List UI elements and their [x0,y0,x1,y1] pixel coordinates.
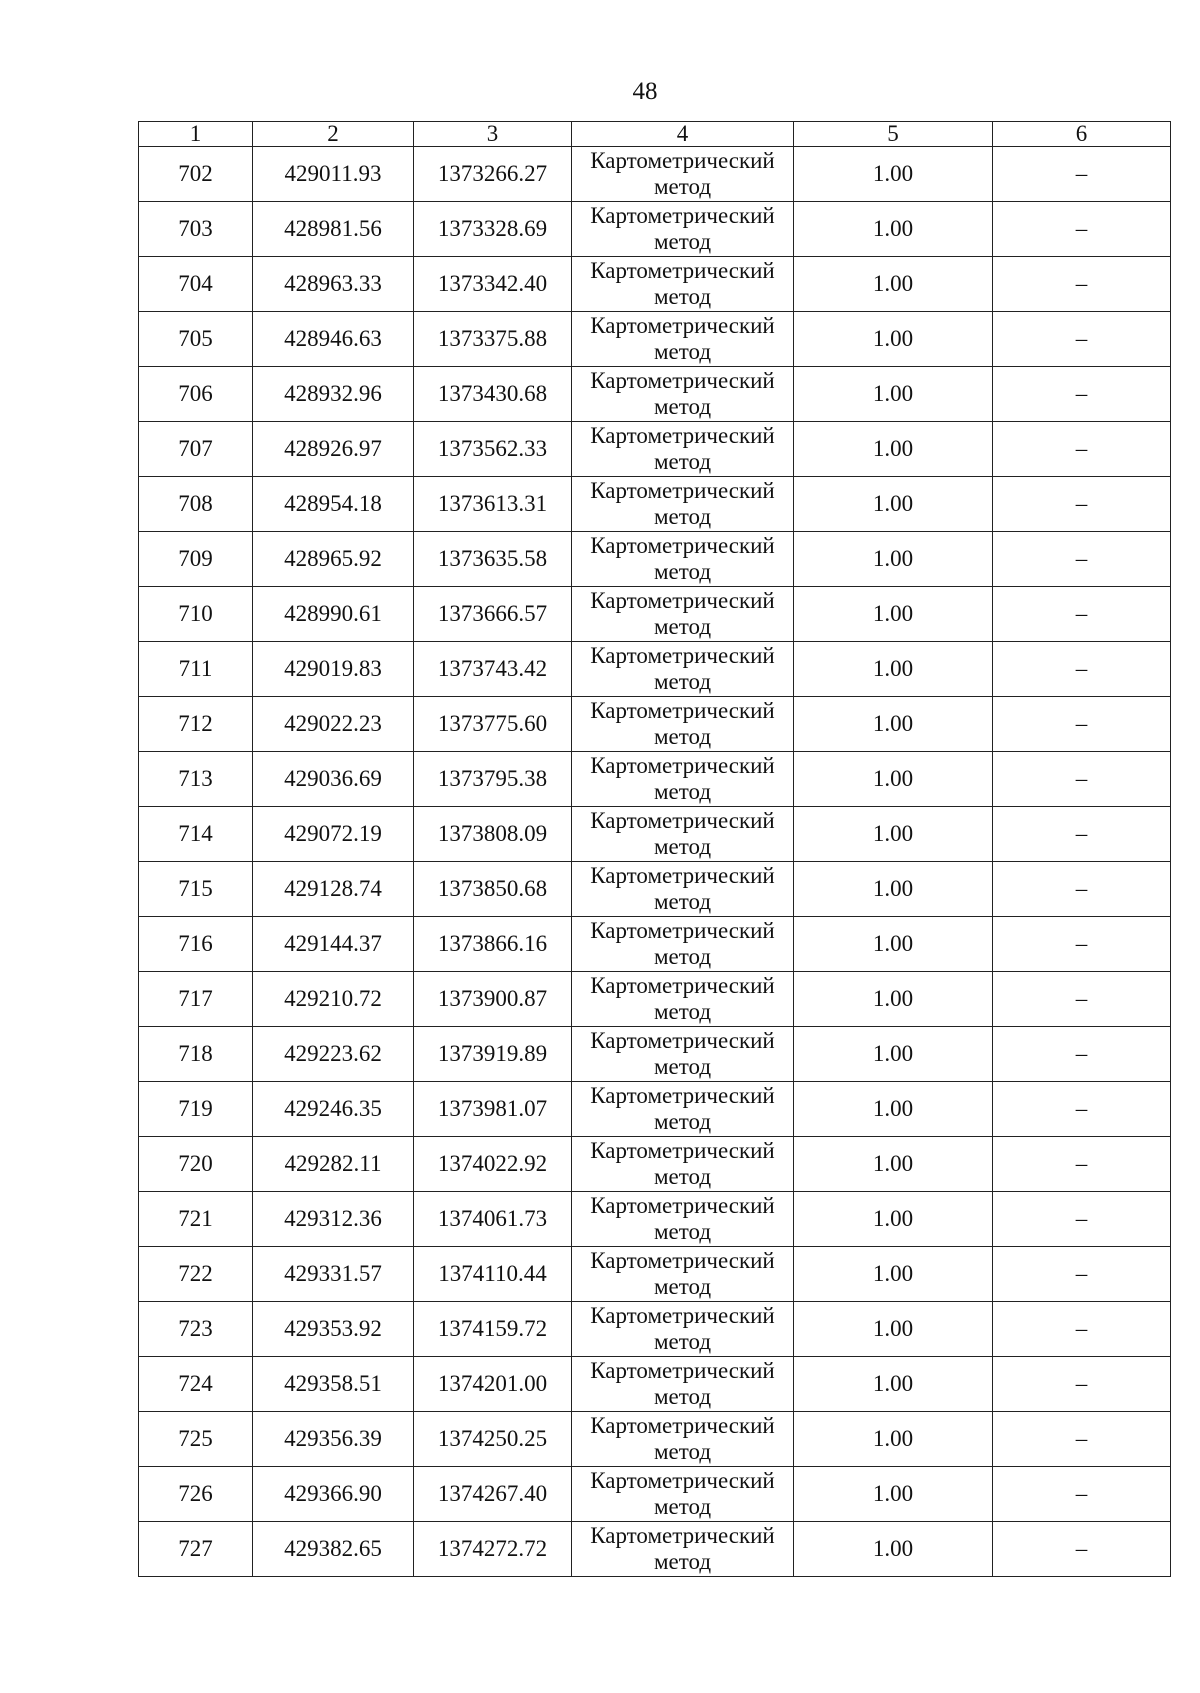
point-number-cell: 707 [139,422,253,477]
accuracy-cell: 1.00 [794,1082,993,1137]
method-line2: метод [653,834,712,859]
column-header: 3 [414,122,572,147]
y-coordinate-cell: 1373613.31 [414,477,572,532]
note-cell: – [993,587,1171,642]
y-coordinate-cell: 1374267.40 [414,1467,572,1522]
method-cell [572,1467,794,1522]
method-line1: Картометрический [590,698,775,723]
note-cell: – [993,477,1171,532]
method-line1: Картометрический [590,753,775,778]
point-number-cell: 711 [139,642,253,697]
accuracy-cell: 1.00 [794,1247,993,1302]
method-line1: Картометрический [590,478,775,503]
table-row [139,697,1171,752]
x-coordinate-cell: 428981.56 [253,202,414,257]
note-cell: – [993,807,1171,862]
column-header: 6 [993,122,1171,147]
table-row [139,477,1171,532]
method-cell [572,862,794,917]
method-cell [572,1412,794,1467]
x-coordinate-cell: 428954.18 [253,477,414,532]
x-coordinate-cell: 429144.37 [253,917,414,972]
accuracy-cell: 1.00 [794,862,993,917]
method-line2: метод [653,944,712,969]
point-number-cell: 702 [139,147,253,202]
method-cell [572,477,794,532]
table-row [139,1467,1171,1522]
method-line1: Картометрический [590,643,775,668]
method-line1: Картометрический [590,1193,775,1218]
accuracy-cell: 1.00 [794,752,993,807]
accuracy-cell: 1.00 [794,972,993,1027]
x-coordinate-cell: 429382.65 [253,1522,414,1577]
accuracy-cell: 1.00 [794,147,993,202]
method-line1: Картометрический [590,1358,775,1383]
method-cell [572,587,794,642]
method-line2: метод [653,614,712,639]
point-number-cell: 723 [139,1302,253,1357]
header-row [139,122,1171,147]
y-coordinate-cell: 1373866.16 [414,917,572,972]
table-body [139,147,1171,1577]
point-number-cell: 712 [139,697,253,752]
method-line1: Картометрический [590,973,775,998]
accuracy-cell: 1.00 [794,312,993,367]
note-cell: – [993,532,1171,587]
method-line1: Картометрический [590,1083,775,1108]
point-number-cell: 713 [139,752,253,807]
table-row [139,1192,1171,1247]
x-coordinate-cell: 429353.92 [253,1302,414,1357]
table-row [139,1412,1171,1467]
method-line2: метод [653,1164,712,1189]
point-number-cell: 717 [139,972,253,1027]
point-number-cell: 708 [139,477,253,532]
y-coordinate-cell: 1374159.72 [414,1302,572,1357]
method-line2: метод [653,1274,712,1299]
x-coordinate-cell: 429036.69 [253,752,414,807]
method-line2: метод [653,1054,712,1079]
point-number-cell: 710 [139,587,253,642]
method-line1: Картометрический [590,313,775,338]
y-coordinate-cell: 1373775.60 [414,697,572,752]
x-coordinate-cell: 428932.96 [253,367,414,422]
table-row [139,1137,1171,1192]
accuracy-cell: 1.00 [794,367,993,422]
y-coordinate-cell: 1373808.09 [414,807,572,862]
y-coordinate-cell: 1374250.25 [414,1412,572,1467]
table-row [139,367,1171,422]
note-cell: – [993,367,1171,422]
note-cell: – [993,1027,1171,1082]
note-cell: – [993,147,1171,202]
method-cell [572,1247,794,1302]
column-header: 5 [794,122,993,147]
y-coordinate-cell: 1374061.73 [414,1192,572,1247]
method-cell [572,917,794,972]
table-row [139,202,1171,257]
y-coordinate-cell: 1374272.72 [414,1522,572,1577]
method-cell [572,752,794,807]
accuracy-cell: 1.00 [794,1302,993,1357]
note-cell: – [993,1412,1171,1467]
method-line1: Картометрический [590,1413,775,1438]
table-row [139,422,1171,477]
point-number-cell: 715 [139,862,253,917]
method-cell [572,1027,794,1082]
method-cell [572,147,794,202]
method-line2: метод [653,1439,712,1464]
method-cell [572,972,794,1027]
y-coordinate-cell: 1373666.57 [414,587,572,642]
column-header: 1 [139,122,253,147]
method-cell [572,807,794,862]
table-row [139,752,1171,807]
method-cell [572,1192,794,1247]
point-number-cell: 727 [139,1522,253,1577]
y-coordinate-cell: 1373328.69 [414,202,572,257]
accuracy-cell: 1.00 [794,1027,993,1082]
method-line2: метод [653,1329,712,1354]
table-row [139,642,1171,697]
method-line2: метод [653,1109,712,1134]
method-cell [572,1522,794,1577]
note-cell: – [993,1247,1171,1302]
y-coordinate-cell: 1374201.00 [414,1357,572,1412]
method-line2: метод [653,339,712,364]
method-line2: метод [653,669,712,694]
method-cell [572,642,794,697]
method-line2: метод [653,284,712,309]
y-coordinate-cell: 1373342.40 [414,257,572,312]
note-cell: – [993,1467,1171,1522]
accuracy-cell: 1.00 [794,587,993,642]
x-coordinate-cell: 429312.36 [253,1192,414,1247]
x-coordinate-cell: 428963.33 [253,257,414,312]
point-number-cell: 725 [139,1412,253,1467]
x-coordinate-cell: 429282.11 [253,1137,414,1192]
y-coordinate-cell: 1373919.89 [414,1027,572,1082]
method-line1: Картометрический [590,1523,775,1548]
x-coordinate-cell: 429022.23 [253,697,414,752]
method-line1: Картометрический [590,1303,775,1328]
method-cell [572,532,794,587]
method-cell [572,697,794,752]
method-line1: Картометрический [590,203,775,228]
y-coordinate-cell: 1373900.87 [414,972,572,1027]
method-line2: метод [653,1494,712,1519]
method-line2: метод [653,504,712,529]
x-coordinate-cell: 429358.51 [253,1357,414,1412]
accuracy-cell: 1.00 [794,807,993,862]
point-number-cell: 718 [139,1027,253,1082]
point-number-cell: 709 [139,532,253,587]
method-line1: Картометрический [590,533,775,558]
table-row [139,257,1171,312]
x-coordinate-cell: 428926.97 [253,422,414,477]
coordinates-table [138,121,1171,1577]
y-coordinate-cell: 1373743.42 [414,642,572,697]
point-number-cell: 724 [139,1357,253,1412]
note-cell: – [993,257,1171,312]
point-number-cell: 714 [139,807,253,862]
note-cell: – [993,642,1171,697]
accuracy-cell: 1.00 [794,422,993,477]
y-coordinate-cell: 1373795.38 [414,752,572,807]
method-line1: Картометрический [590,1028,775,1053]
x-coordinate-cell: 429366.90 [253,1467,414,1522]
x-coordinate-cell: 429210.72 [253,972,414,1027]
method-line2: метод [653,889,712,914]
point-number-cell: 720 [139,1137,253,1192]
note-cell: – [993,917,1171,972]
y-coordinate-cell: 1373430.68 [414,367,572,422]
table-row [139,1522,1171,1577]
accuracy-cell: 1.00 [794,1467,993,1522]
note-cell: – [993,1522,1171,1577]
x-coordinate-cell: 428965.92 [253,532,414,587]
point-number-cell: 705 [139,312,253,367]
point-number-cell: 716 [139,917,253,972]
method-line2: метод [653,449,712,474]
x-coordinate-cell: 429223.62 [253,1027,414,1082]
table-row [139,587,1171,642]
method-line1: Картометрический [590,918,775,943]
note-cell: – [993,1192,1171,1247]
y-coordinate-cell: 1373635.58 [414,532,572,587]
x-coordinate-cell: 429011.93 [253,147,414,202]
x-coordinate-cell: 428946.63 [253,312,414,367]
method-line1: Картометрический [590,148,775,173]
accuracy-cell: 1.00 [794,1192,993,1247]
y-coordinate-cell: 1373266.27 [414,147,572,202]
y-coordinate-cell: 1373562.33 [414,422,572,477]
x-coordinate-cell: 429019.83 [253,642,414,697]
x-coordinate-cell: 429246.35 [253,1082,414,1137]
column-header: 4 [572,122,794,147]
method-line1: Картометрический [590,1138,775,1163]
method-line2: метод [653,1219,712,1244]
note-cell: – [993,312,1171,367]
point-number-cell: 721 [139,1192,253,1247]
method-cell [572,422,794,477]
note-cell: – [993,972,1171,1027]
method-line2: метод [653,559,712,584]
method-cell [572,257,794,312]
method-line2: метод [653,229,712,254]
point-number-cell: 704 [139,257,253,312]
accuracy-cell: 1.00 [794,257,993,312]
note-cell: – [993,1082,1171,1137]
y-coordinate-cell: 1374110.44 [414,1247,572,1302]
y-coordinate-cell: 1373981.07 [414,1082,572,1137]
accuracy-cell: 1.00 [794,697,993,752]
accuracy-cell: 1.00 [794,532,993,587]
note-cell: – [993,697,1171,752]
table-row [139,1247,1171,1302]
page-number: 48 [632,78,658,105]
table-header [139,122,1171,147]
method-line2: метод [653,1549,712,1574]
y-coordinate-cell: 1374022.92 [414,1137,572,1192]
x-coordinate-cell: 428990.61 [253,587,414,642]
method-line1: Картометрический [590,423,775,448]
method-line1: Картометрический [590,368,775,393]
method-line2: метод [653,724,712,749]
method-line1: Картометрический [590,588,775,613]
method-line2: метод [653,174,712,199]
method-cell [572,1082,794,1137]
accuracy-cell: 1.00 [794,477,993,532]
note-cell: – [993,422,1171,477]
method-line1: Картометрический [590,258,775,283]
x-coordinate-cell: 429356.39 [253,1412,414,1467]
method-line2: метод [653,1384,712,1409]
note-cell: – [993,1357,1171,1412]
method-line2: метод [653,779,712,804]
method-line1: Картометрический [590,1468,775,1493]
method-cell [572,367,794,422]
accuracy-cell: 1.00 [794,1357,993,1412]
y-coordinate-cell: 1373850.68 [414,862,572,917]
accuracy-cell: 1.00 [794,1522,993,1577]
point-number-cell: 719 [139,1082,253,1137]
method-cell [572,1302,794,1357]
point-number-cell: 722 [139,1247,253,1302]
table-row [139,1357,1171,1412]
note-cell: – [993,1302,1171,1357]
table-row [139,532,1171,587]
table-row [139,807,1171,862]
method-line2: метод [653,394,712,419]
method-cell [572,312,794,367]
table-row [139,862,1171,917]
accuracy-cell: 1.00 [794,917,993,972]
method-cell [572,202,794,257]
table-row [139,147,1171,202]
column-header: 2 [253,122,414,147]
table-row [139,972,1171,1027]
table-row [139,917,1171,972]
x-coordinate-cell: 429331.57 [253,1247,414,1302]
y-coordinate-cell: 1373375.88 [414,312,572,367]
method-line1: Картометрический [590,808,775,833]
point-number-cell: 726 [139,1467,253,1522]
note-cell: – [993,1137,1171,1192]
table-row [139,312,1171,367]
method-cell [572,1357,794,1412]
note-cell: – [993,752,1171,807]
method-cell [572,1137,794,1192]
x-coordinate-cell: 429128.74 [253,862,414,917]
note-cell: – [993,202,1171,257]
table-row [139,1082,1171,1137]
point-number-cell: 703 [139,202,253,257]
method-line1: Картометрический [590,863,775,888]
accuracy-cell: 1.00 [794,1412,993,1467]
note-cell: – [993,862,1171,917]
table-row [139,1302,1171,1357]
point-number-cell: 706 [139,367,253,422]
method-line2: метод [653,999,712,1024]
accuracy-cell: 1.00 [794,202,993,257]
method-line1: Картометрический [590,1248,775,1273]
table-row [139,1027,1171,1082]
x-coordinate-cell: 429072.19 [253,807,414,862]
accuracy-cell: 1.00 [794,1137,993,1192]
accuracy-cell: 1.00 [794,642,993,697]
